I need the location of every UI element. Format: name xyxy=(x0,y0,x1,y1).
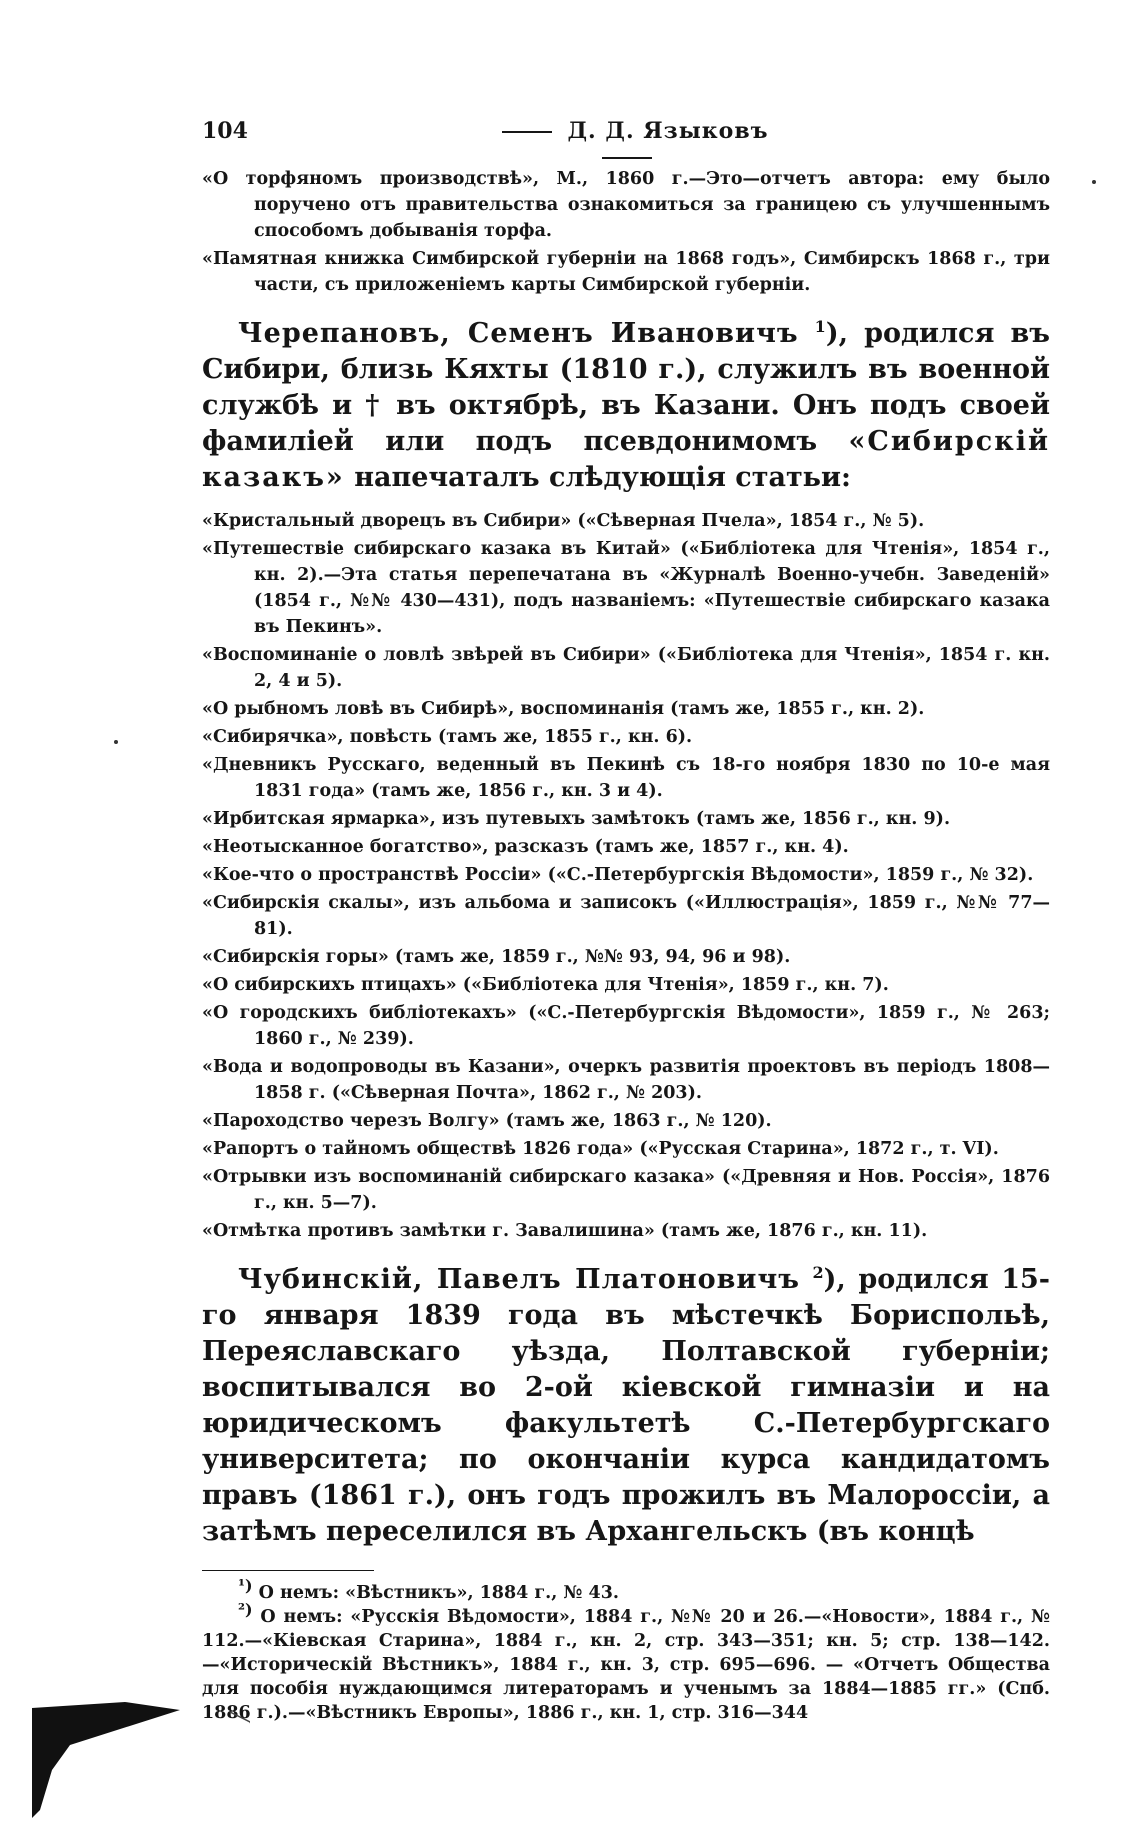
bibliography-item: «Сибирскія скалы», изъ альбома и записокъ («Иллюстрація», 1859 г., №№ 77—81). xyxy=(202,893,1050,939)
running-title xyxy=(452,118,802,170)
footnote-1 xyxy=(202,1576,1050,1605)
right-dash xyxy=(602,157,652,159)
page-header xyxy=(202,118,1050,148)
footnote-mark-1: ¹) xyxy=(238,1576,253,1596)
left-dash xyxy=(502,131,552,133)
running-title-text: Д. Д. Языковъ xyxy=(567,118,769,144)
cherepanov-bio-a: ), родился въ Сибири, близь Кяхты (1810 г.), служилъ въ военной службѣ и † въ октябрѣ, въ Казани. Онъ подъ своей фамиліей или подъ псевдонимомъ xyxy=(202,318,1050,457)
bibliography-item: «Сибирскія горы» (тамъ же, 1859 г., №№ 93, 94, 96 и 98). xyxy=(202,947,791,967)
chubinsky-entry xyxy=(202,1262,1050,1550)
bibliography-item: «Ирбитская ярмарка», изъ путевыхъ замѣтокъ (тамъ же, 1856 г., кн. 9). xyxy=(202,809,951,829)
bibliography-item: «Воспоминаніе о ловлѣ звѣрей въ Сибири» («Библіотека для Чтенія», 1854 г. кн. 2, 4 и 5). xyxy=(202,645,1050,691)
cherepanov-works-list xyxy=(202,508,1050,1244)
bibliography-item: «Пароходство черезъ Волгу» (тамъ же, 1863 г., № 120). xyxy=(202,1111,772,1131)
chubinsky-name: Чубинскій, Павелъ Платоновичъ xyxy=(238,1264,800,1295)
margin-speck xyxy=(114,740,118,744)
bibliography-item: «Отрывки изъ воспоминаній сибирскаго казака» («Древняя и Нов. Россія», 1876 г., кн. 5—7). xyxy=(202,1167,1050,1213)
bibliography-item: «Дневникъ Русскаго, веденный въ Пекинѣ съ 18-го ноября 1830 по 10-е мая 1831 года» (тамъ же, 1856 г., кн. 3 и 4). xyxy=(202,755,1050,801)
footnote-ref-1: 1 xyxy=(814,317,826,336)
footnote-mark-2: ²) xyxy=(238,1600,253,1620)
cherepanov-name: Черепановъ, Семенъ Ивановичъ xyxy=(238,318,799,349)
footnote-text-2: О немъ: «Русскія Вѣдомости», 1884 г., №№ 20 и 26.—«Новости», 1884 г., № 112.—«Кіевская Старина», 1884 г., кн. 2, стр. 343—351; кн. 5; стр. 138—142.—«Историческій Вѣстникъ», 1884 г., кн. 3, стр. 695—696. — «Отчетъ Общества для пособія нуждающимся литераторамъ и ученымъ за 1884—1885 гг.» (Спб. 1886 г.).—«Вѣстникъ Европы», 1886 г., кн. 1, стр. 316—344 xyxy=(202,1607,1050,1723)
cherepanov-pseudonym: «Сибирскій казакъ» xyxy=(202,426,1050,493)
bibliography-item: «О городскихъ библіотекахъ» («С.-Петербургскія Вѣдомости», 1859 г., № 263; 1860 г., № 239). xyxy=(202,1003,1050,1049)
footnote-text-1: О немъ: «Вѣстникъ», 1884 г., № 43. xyxy=(252,1583,619,1603)
bibliography-item: «Путешествіе сибирскаго казака въ Китай» («Библіотека для Чтенія», 1854 г., кн. 2).—Эта статья перепечатана въ «Журналѣ Военно-учебн. Заведеній» (1854 г., №№ 430—431), подъ названіемъ: «Путешествіе сибирскаго казака въ Пекинъ». xyxy=(202,539,1050,637)
footnote-2 xyxy=(202,1600,1050,1725)
bibliography-item: «Кое-что о пространствѣ Россіи» («С.-Петербургскія Вѣдомости», 1859 г., № 32). xyxy=(202,865,1034,885)
bibliography-item: «Неотысканное богатство», разсказъ (тамъ же, 1857 г., кн. 4). xyxy=(202,837,849,857)
chubinsky-bio: ), родился 15-го января 1839 года въ мѣстечкѣ Бориспольѣ, Переяславскаго уѣзда, Полтавской губерніи; воспитывался во 2-ой кіевской гимназіи и на юридическомъ факультетѣ С.-Петербургскаго университета; по окончаніи курса кандидатомъ правъ (1861 г.), онъ годъ прожилъ въ Малороссіи, а затѣмъ переселился въ Архангельскъ (въ концѣ xyxy=(202,1264,1050,1547)
scan-artifact-mark xyxy=(30,1700,250,1820)
footnote-divider xyxy=(202,1570,374,1571)
cherepanov-bio-b: напечаталъ слѣдующія статьи: xyxy=(344,462,851,493)
footnote-ref-2: 2 xyxy=(812,1263,824,1282)
bibliography-item: «О сибирскихъ птицахъ» («Библіотека для Чтенія», 1859 г., кн. 7). xyxy=(202,975,889,995)
margin-speck xyxy=(1092,180,1096,184)
bibliography-item: «Вода и водопроводы въ Казани», очеркъ развитія проектовъ въ періодъ 1808—1858 г. («Сѣверная Почта», 1862 г., № 203). xyxy=(202,1057,1050,1103)
bibliography-item: «Рапортъ о тайномъ обществѣ 1826 года» («Русская Старина», 1872 г., т. VI). xyxy=(202,1139,999,1159)
yazykov-work: «Памятная книжка Симбирской губерніи на 1868 годъ», Симбирскъ 1868 г., три части, съ приложеніемъ карты Симбирской губерніи. xyxy=(202,249,1050,295)
cherepanov-entry xyxy=(202,316,1050,496)
page-number: 104 xyxy=(202,118,248,144)
yazykov-work: «О торфяномъ производствѣ», М., 1860 г.—Это—отчетъ автора: ему было поручено отъ правительства ознакомиться за границею съ улучшеннымъ способомъ добыванія торфа. xyxy=(202,169,1050,241)
page-body xyxy=(202,166,1050,1725)
bibliography-item: «Отмѣтка противъ замѣтки г. Завалишина» (тамъ же, 1876 г., кн. 11). xyxy=(202,1221,928,1241)
bibliography-item: «О рыбномъ ловѣ въ Сибирѣ», воспоминанія (тамъ же, 1855 г., кн. 2). xyxy=(202,699,925,719)
bibliography-item: «Кристальный дворецъ въ Сибири» («Сѣверная Пчела», 1854 г., № 5). xyxy=(202,511,925,531)
bibliography-item: «Сибирячка», повѣсть (тамъ же, 1855 г., кн. 6). xyxy=(202,727,693,747)
